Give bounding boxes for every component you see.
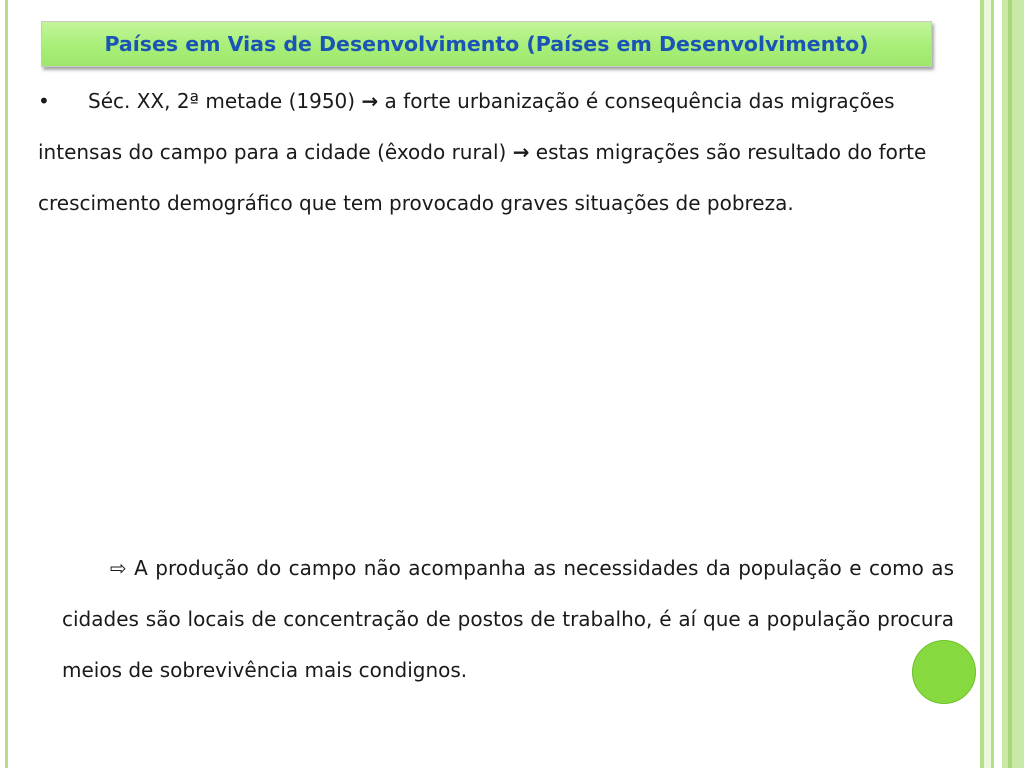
bullet-paragraph — [38, 76, 928, 229]
title-box — [41, 21, 932, 67]
hollow-arrow-icon: ⇨ — [110, 556, 127, 580]
paragraph1-part1: Séc. XX, 2ª metade (1950) — [88, 89, 362, 113]
paragraph2-text: A produção do campo não acompanha as necessidades da população e como as cidades são locais de concentração de postos de trabalho, é aí que a população procura meios de sobrevivência mais condignos. — [62, 556, 954, 682]
arrow-paragraph — [62, 543, 954, 696]
right-decorative-band — [1002, 0, 1024, 768]
paragraph1-part2: a forte urbanização é consequência das migrações intensas do campo para a cidade (êxodo rural) — [38, 89, 895, 164]
paragraph1-part3: estas migrações são resultado do forte crescimento demográfico que tem provocado graves situações de pobreza. — [38, 140, 927, 215]
right-decorative-line — [1008, 0, 1012, 768]
right-arrow-icon: → — [361, 89, 379, 113]
right-decorative-line — [994, 0, 1002, 768]
right-decorative-line — [984, 0, 991, 768]
green-circle-decoration — [912, 640, 976, 704]
bullet-icon: • — [38, 89, 50, 113]
left-decorative-line — [5, 0, 8, 768]
slide-title: Países em Vias de Desenvolvimento (Países em Desenvolvimento) — [104, 32, 869, 56]
right-arrow-icon: → — [512, 140, 530, 164]
